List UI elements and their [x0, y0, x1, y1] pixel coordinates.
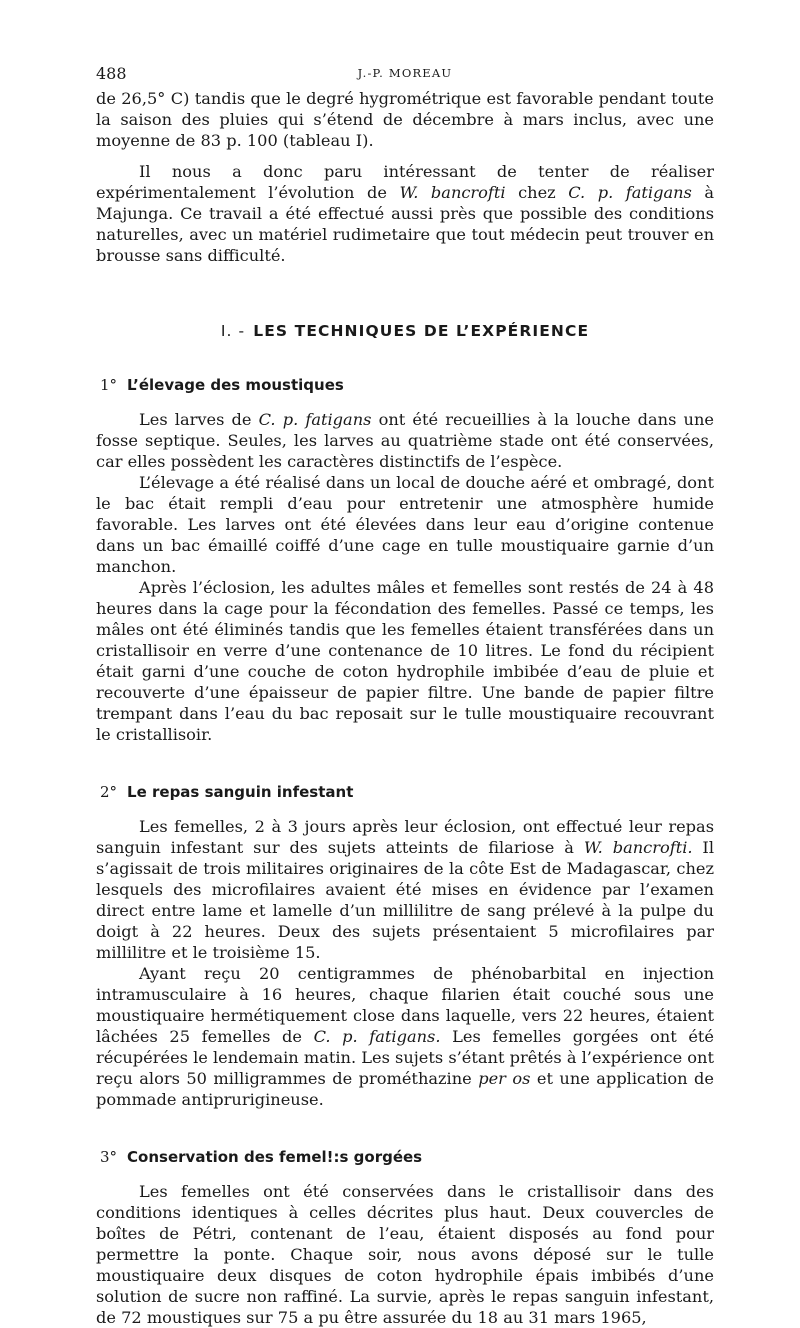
latin-phrase: per os: [478, 1069, 531, 1088]
section-heading-3: 3° Conservation des femel!:s gorgées: [100, 1148, 423, 1166]
species-name: C. p. fatigans: [568, 183, 692, 202]
section-1-paragraph-3: Après l’éclosion, les adultes mâles et femelles sont restés de 24 à 48 heures dans la cage pour la fécondation des femelles. Passé ce temps, les mâles ont été éliminés tandis que les femelles étaient transférées dans un cristallisoir en verre d’une contenance de 10 litres. Le fond du récipient était garni d’une couche de coton hydrophile imbibée d’eau de pluie et recouverte d’une épaisseur de papier filtre. Une bande de papier filtre trempant dans l’eau du bac reposait sur le tulle moustiquaire recouvrant le cristallisoir.: [96, 578, 714, 744]
running-head-author: J.-P. MOREAU: [357, 66, 453, 80]
section-heading-2: 2° Le repas sanguin infestant: [100, 783, 354, 801]
species-name: C. p. fatigans: [258, 410, 372, 429]
section-2-paragraph-1: Les femelles, 2 à 3 jours après leur éclosion, ont effectué leur repas sanguin infestant sur des sujets atteints de filariose à W. bancrofti. Il s’agissait de trois militaires originaires de la côte Est de Madagascar, chez lesquels des microfilaires avaient été mises en évidence par l’examen direct entre lame et lamelle d’un millilitre de sang prélevé à la pulpe du doigt à 22 heures. Deux des sujets présentaient 5 microfilaires par millilitre et le troisième 15.: [96, 817, 714, 962]
section-1-paragraph-1: Les larves de C. p. fatigans ont été recueillies à la louche dans une fosse septique. Seules, les larves au quatrième stade ont été conservées, car elles possèdent les caractères distinctifs de l’espèce.: [96, 410, 714, 471]
page-number: 488: [96, 64, 127, 83]
running-head: [96, 58, 714, 88]
section-2-paragraph-2: Ayant reçu 20 centigrammes de phénobarbital en injection intramusculaire à 16 heures, chaque filarien était couché sous une moustiquaire hermétiquement close dans laquelle, vers 22 heures, étaient lâchées 25 femelles de C. p. fatigans. Les femelles gorgées ont été récupérées le lendemain matin. Les sujets s’étant prêtés à l’expérience ont reçu alors 50 milligrammes de prométhazine per os et une application de pommade antiprurigineuse.: [96, 964, 715, 1109]
part-heading: I. - LES TECHNIQUES DE L’EXPÉRIENCE: [220, 322, 590, 340]
intro-paragraph-2: Il nous a donc paru intéressant de tenter de réaliser expérimentalement l’évolution de W. bancrofti chez C. p. fatigans à Majunga. Ce travail a été effectué aussi près que possible des conditions naturelles, avec un matériel rudimetaire que tout médecin peut trouver en brousse sans difficulté.: [96, 162, 714, 265]
species-name: W. bancrofti: [399, 183, 506, 202]
section-1-paragraph-2: L’élevage a été réalisé dans un local de douche aéré et ombragé, dont le bac était rempli d’eau pour entretenir une atmosphère humide favorable. Les larves ont été élevées dans leur eau d’origine contenue dans un bac émaillé coiffé d’une cage en tulle moustiquaire garnie d’un manchon.: [96, 473, 714, 576]
section-heading-1: 1° L’élevage des moustiques: [100, 376, 344, 394]
intro-paragraph-1: de 26,5° C) tandis que le degré hygrométrique est favorable pendant toute la saison des pluies qui s’étend de décembre à mars inclus, avec une moyenne de 83 p. 100 (tableau I).: [96, 89, 714, 150]
section-3-paragraph-1: Les femelles ont été conservées dans le cristallisoir dans des conditions identiques à celles décrites plus haut. Deux couvercles de boîtes de Pétri, contenant de l’eau, étaient disposés au fond pour permettre la ponte. Chaque soir, nous avons déposé sur le tulle moustiquaire deux disques de coton hydrophile épais imbibés d’une solution de sucre non raffiné. La survie, après le repas sanguin infestant, de 72 moustiques sur 75 a pu être assurée du 18 au 31 mars 1965,: [96, 1182, 714, 1327]
species-name: C. p. fatigans.: [313, 1027, 441, 1046]
species-name: W. bancrofti.: [583, 838, 693, 857]
